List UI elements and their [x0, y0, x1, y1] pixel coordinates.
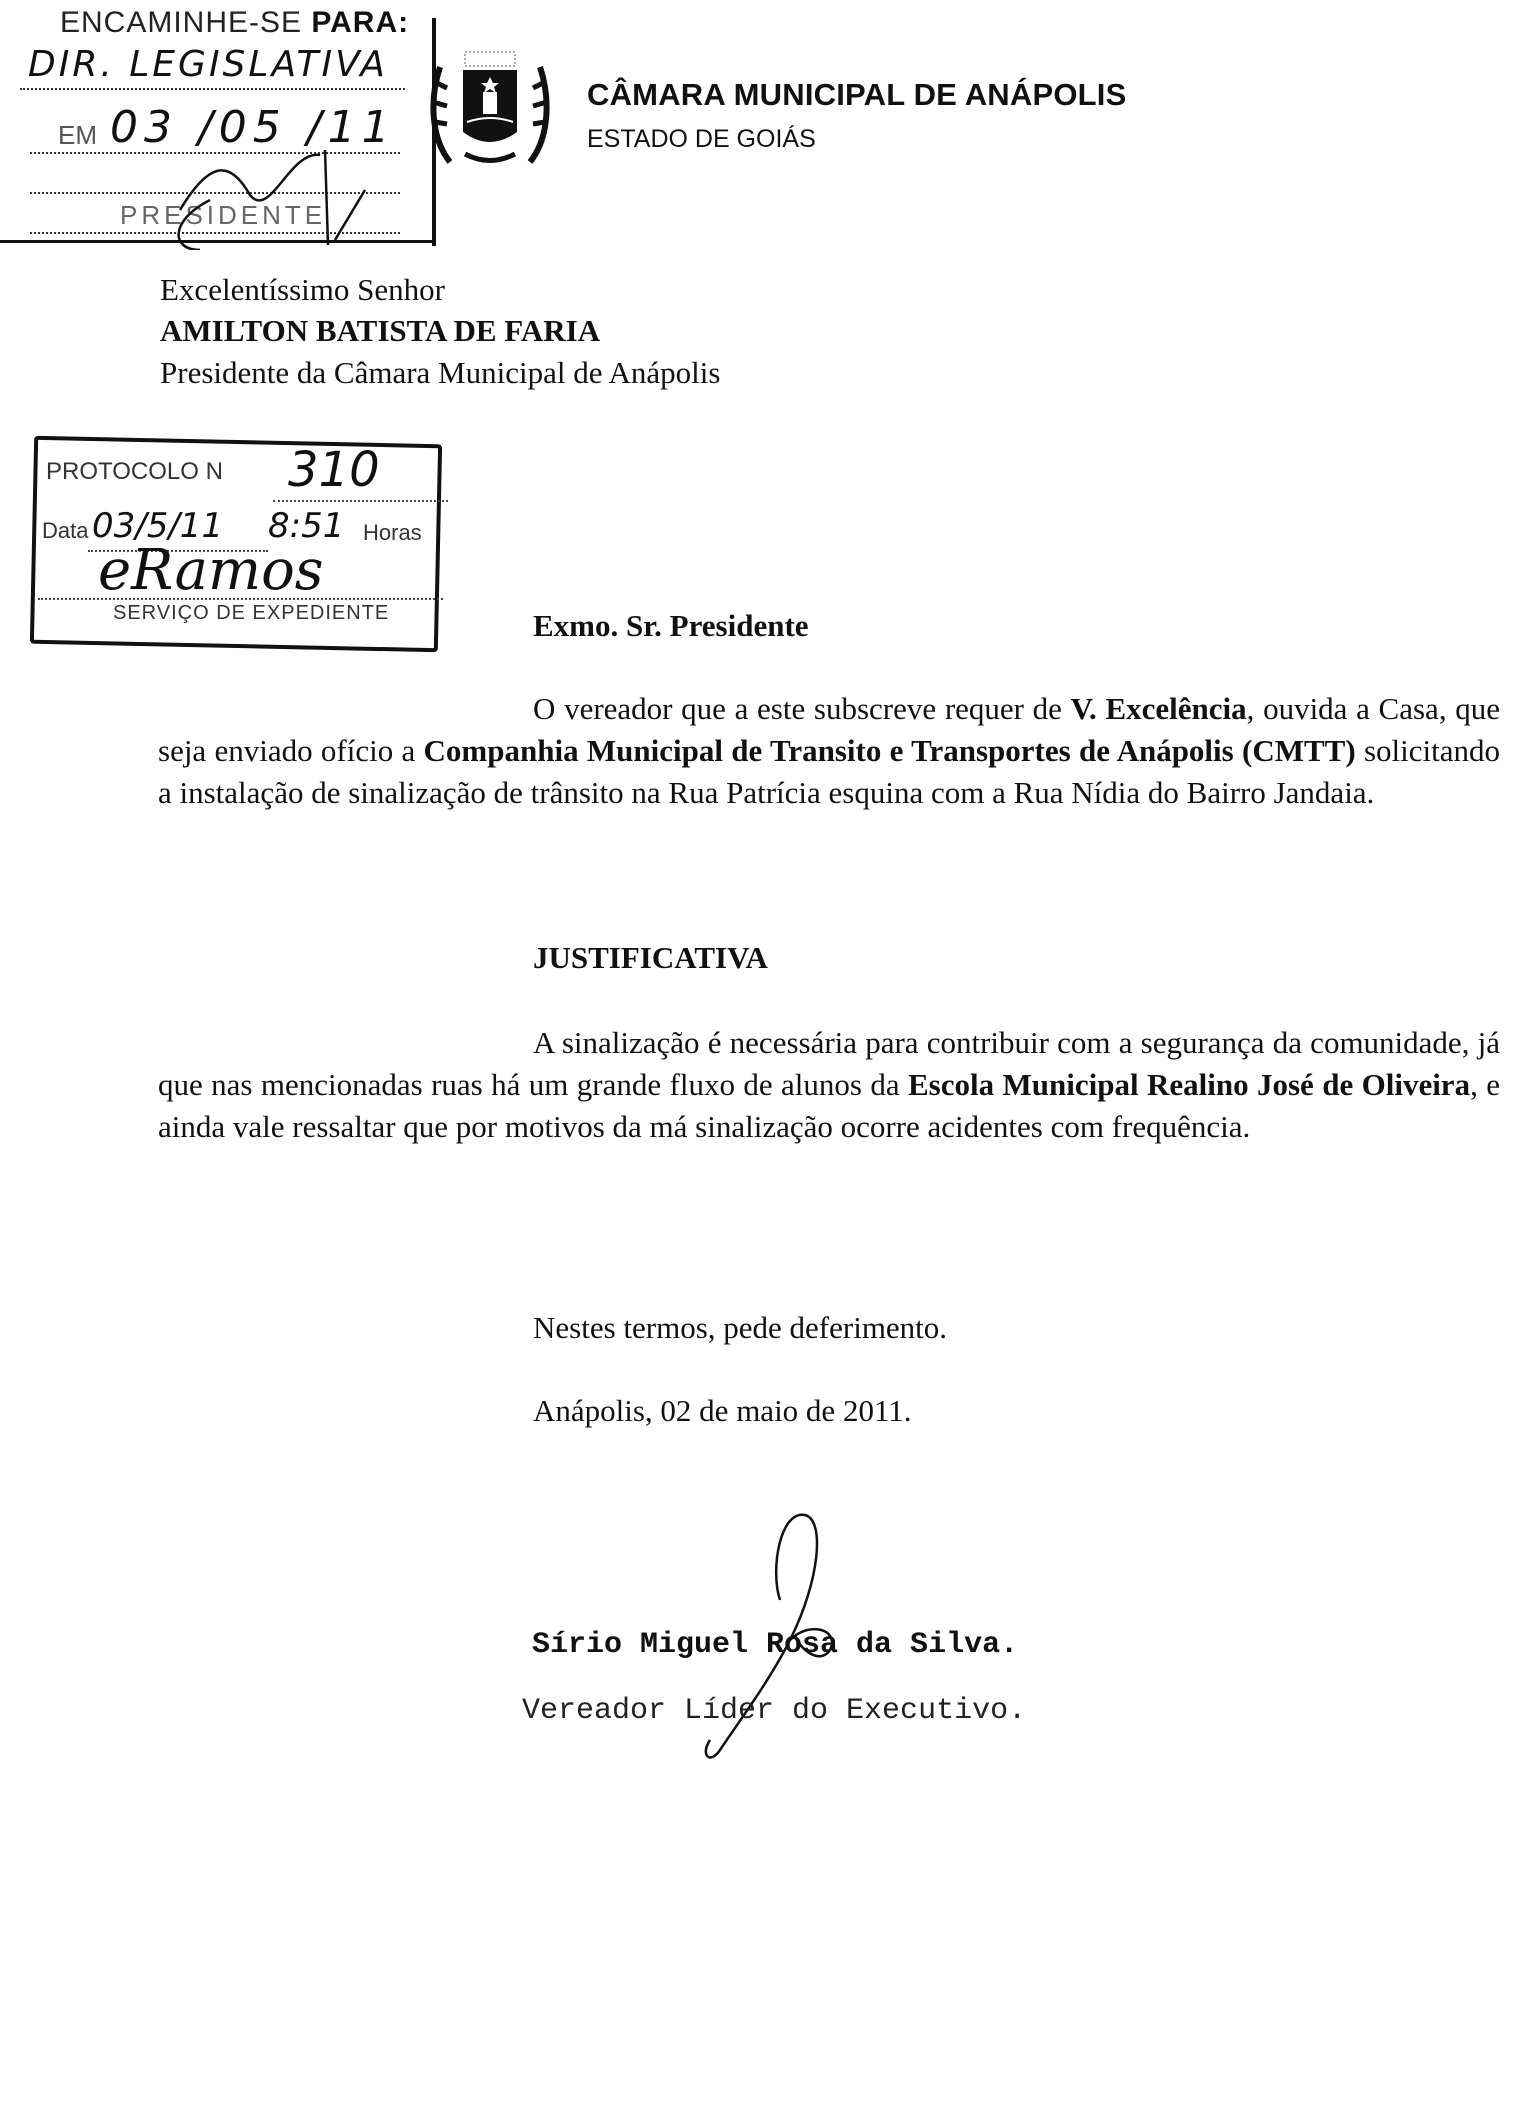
addressee-salutation: Excelentíssimo Senhor	[160, 272, 445, 307]
signer-name: Sírio Miguel Rosa da Silva.	[532, 1628, 1019, 1662]
closing-line: Nestes termos, pede deferimento.	[533, 1310, 948, 1345]
protocol-department: SERVIÇO DE EXPEDIENTE	[113, 602, 390, 624]
place-date: Anápolis, 02 de maio de 2011.	[533, 1393, 912, 1428]
request-paragraph	[158, 688, 1500, 814]
coat-of-arms-icon	[425, 42, 555, 172]
stamp-line	[273, 500, 448, 502]
routing-role: PRESIDENTE	[120, 200, 327, 230]
text-run: solicitando a instalação de sinalização de trânsito na Rua Patrícia esquina com a Rua Nídia do Bairro Jandaia.	[158, 733, 1500, 810]
stamp-line	[38, 598, 443, 600]
bold-run: V. Excelência	[1070, 691, 1247, 726]
routing-date-label: EM	[58, 120, 97, 150]
text-run: , ouvida a Casa, que seja enviado ofício a	[158, 691, 1501, 768]
protocol-number: 310	[288, 442, 380, 498]
stamp-line	[20, 88, 405, 90]
routing-label-prefix: ENCAMINHE-SE	[60, 6, 312, 39]
protocol-label: PROTOCOLO N	[46, 458, 223, 485]
justification-heading: JUSTIFICATIVA	[533, 940, 768, 975]
routing-destination: DIR. LEGISLATIVA	[28, 44, 388, 85]
institution-state: ESTADO DE GOIÁS	[587, 125, 816, 153]
protocol-stamp	[28, 430, 438, 655]
justification-paragraph	[158, 1022, 1500, 1148]
bold-run: Companhia Municipal de Transito e Transportes de Anápolis (CMTT)	[423, 733, 1356, 768]
protocol-date-label: Data	[42, 518, 89, 543]
protocol-date: 03/5/11	[92, 506, 224, 546]
routing-label-main: PARA:	[311, 6, 410, 39]
institution-name: CÂMARA MUNICIPAL DE ANÁPOLIS	[587, 77, 1127, 112]
text-run: O vereador que a este subscreve requer de	[533, 691, 1071, 726]
protocol-time: 8:51	[268, 506, 345, 546]
routing-stamp-label	[60, 6, 409, 40]
text-run: A sinalização é necessária para contribuir com a segurança da comunidade, já que nas mencionadas ruas há um grande fluxo de alunos da	[158, 1025, 1500, 1102]
routing-stamp	[0, 0, 436, 246]
routing-signature-mark	[150, 140, 380, 250]
protocol-signature: eRamos	[98, 538, 324, 603]
text-run: , e ainda vale ressaltar que por motivos da má sinalização ocorre acidentes com frequência.	[158, 1067, 1500, 1144]
bold-run: Escola Municipal Realino José de Oliveira	[908, 1067, 1471, 1102]
addressee-role: Presidente da Câmara Municipal de Anápolis	[160, 355, 721, 390]
routing-date: 03 /05 /11	[110, 102, 396, 153]
signer-title: Vereador Líder do Executivo.	[522, 1694, 1027, 1728]
addressee-name: AMILTON BATISTA DE FARIA	[160, 313, 601, 348]
protocol-time-label: Horas	[363, 520, 422, 545]
greeting: Exmo. Sr. Presidente	[533, 608, 809, 643]
